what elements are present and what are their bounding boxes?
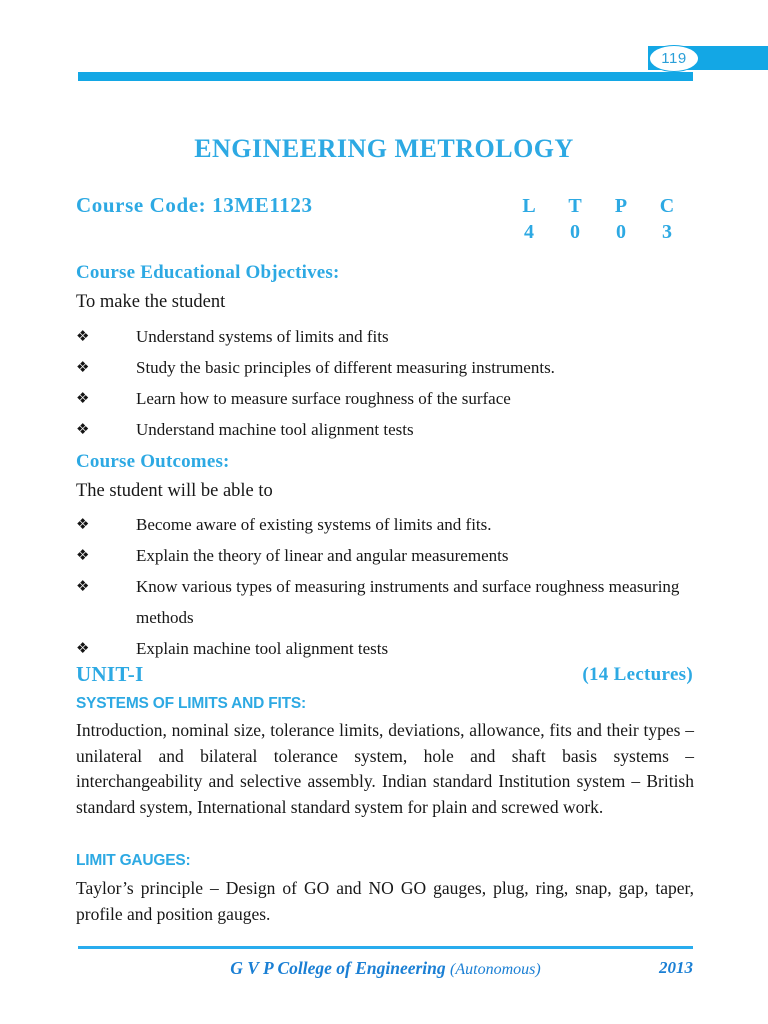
bullet-icon: ❖ [76, 639, 90, 657]
list-item-label: Understand systems of limits and fits [136, 327, 389, 346]
course-code-row [76, 193, 692, 245]
objectives-heading: Course Educational Objectives: [76, 262, 340, 283]
list-item-label: Study the basic principles of different measuring instruments. [136, 358, 555, 377]
list-item [76, 509, 694, 540]
unit-label: UNIT-I [76, 662, 144, 686]
bullet-icon: ❖ [76, 327, 90, 345]
list-item [76, 383, 694, 414]
list-item-label: Explain machine tool alignment tests [136, 639, 389, 658]
footer-year: 2013 [659, 958, 693, 977]
footer-row [78, 958, 693, 988]
topic-body-systems-of-limits-and-fits: Introduction, nominal size, tolerance limits, deviations, allowance, fits and their types – unilateral and bilateral tolerance system, hole and shaft basis systems – interchangeability and selective assembly. Indian standard Institution system – British standard system, International standard system for plain and screwed work. [76, 720, 694, 817]
topic-heading-limit-gauges: LIMIT GAUGES: [76, 852, 191, 869]
list-item [76, 633, 694, 664]
list-item [76, 540, 694, 571]
list-item [76, 571, 694, 633]
footer-rule [78, 946, 693, 949]
bullet-icon: ❖ [76, 420, 90, 438]
credits-header-l: L [522, 194, 536, 217]
bullet-icon: ❖ [76, 389, 90, 407]
topic-heading-systems-of-limits-and-fits: SYSTEMS OF LIMITS AND FITS: [76, 695, 306, 712]
credits-header-t: T [568, 194, 582, 217]
list-item [76, 321, 694, 352]
credits-value-c: 3 [662, 220, 672, 243]
footer-institution [78, 958, 693, 979]
list-item [76, 414, 694, 445]
list-item-label: Understand machine tool alignment tests [136, 420, 414, 439]
header-rule [78, 72, 693, 81]
footer-institution-status: (Autonomous) [450, 961, 541, 978]
bullet-icon: ❖ [76, 546, 90, 564]
page-title: ENGINEERING METROLOGY [194, 134, 574, 163]
objectives-list [76, 321, 694, 445]
list-item [76, 352, 694, 383]
credits-value-l: 4 [524, 220, 534, 243]
credits-header-p: P [614, 194, 628, 217]
credits-value-row [506, 219, 692, 245]
bullet-icon: ❖ [76, 358, 90, 376]
page-footer [78, 946, 693, 988]
objectives-lead: To make the student [76, 292, 226, 312]
list-item-label: Become aware of existing systems of limits and fits. [136, 515, 492, 534]
list-item-label: Know various types of measuring instruments and surface roughness measuring methods [136, 577, 680, 627]
credits-table [506, 193, 692, 245]
credits-header-c: C [659, 194, 675, 217]
page-number-text: 119 [661, 50, 687, 67]
credits-value-t: 0 [570, 220, 580, 243]
topic-body-limit-gauges: Taylor’s principle – Design of GO and NO GO gauges, plug, ring, snap, gap, taper, profile and position gauges. [76, 878, 694, 924]
page-header [0, 0, 768, 96]
list-item-label: Learn how to measure surface roughness of the surface [136, 389, 511, 408]
credits-value-p: 0 [616, 220, 626, 243]
bullet-icon: ❖ [76, 577, 90, 595]
course-code: Course Code: 13ME1123 [76, 193, 313, 217]
outcomes-list [76, 509, 694, 664]
page-number-badge [649, 45, 699, 72]
outcomes-heading: Course Outcomes: [76, 451, 230, 472]
outcomes-lead: The student will be able to [76, 481, 273, 501]
unit-lectures: (14 Lectures) [582, 664, 693, 685]
credits-header-row [506, 193, 692, 219]
list-item-label: Explain the theory of linear and angular measurements [136, 546, 509, 565]
bullet-icon: ❖ [76, 515, 90, 533]
footer-institution-name: G V P College of Engineering [230, 958, 451, 978]
unit-header-row [76, 662, 693, 690]
